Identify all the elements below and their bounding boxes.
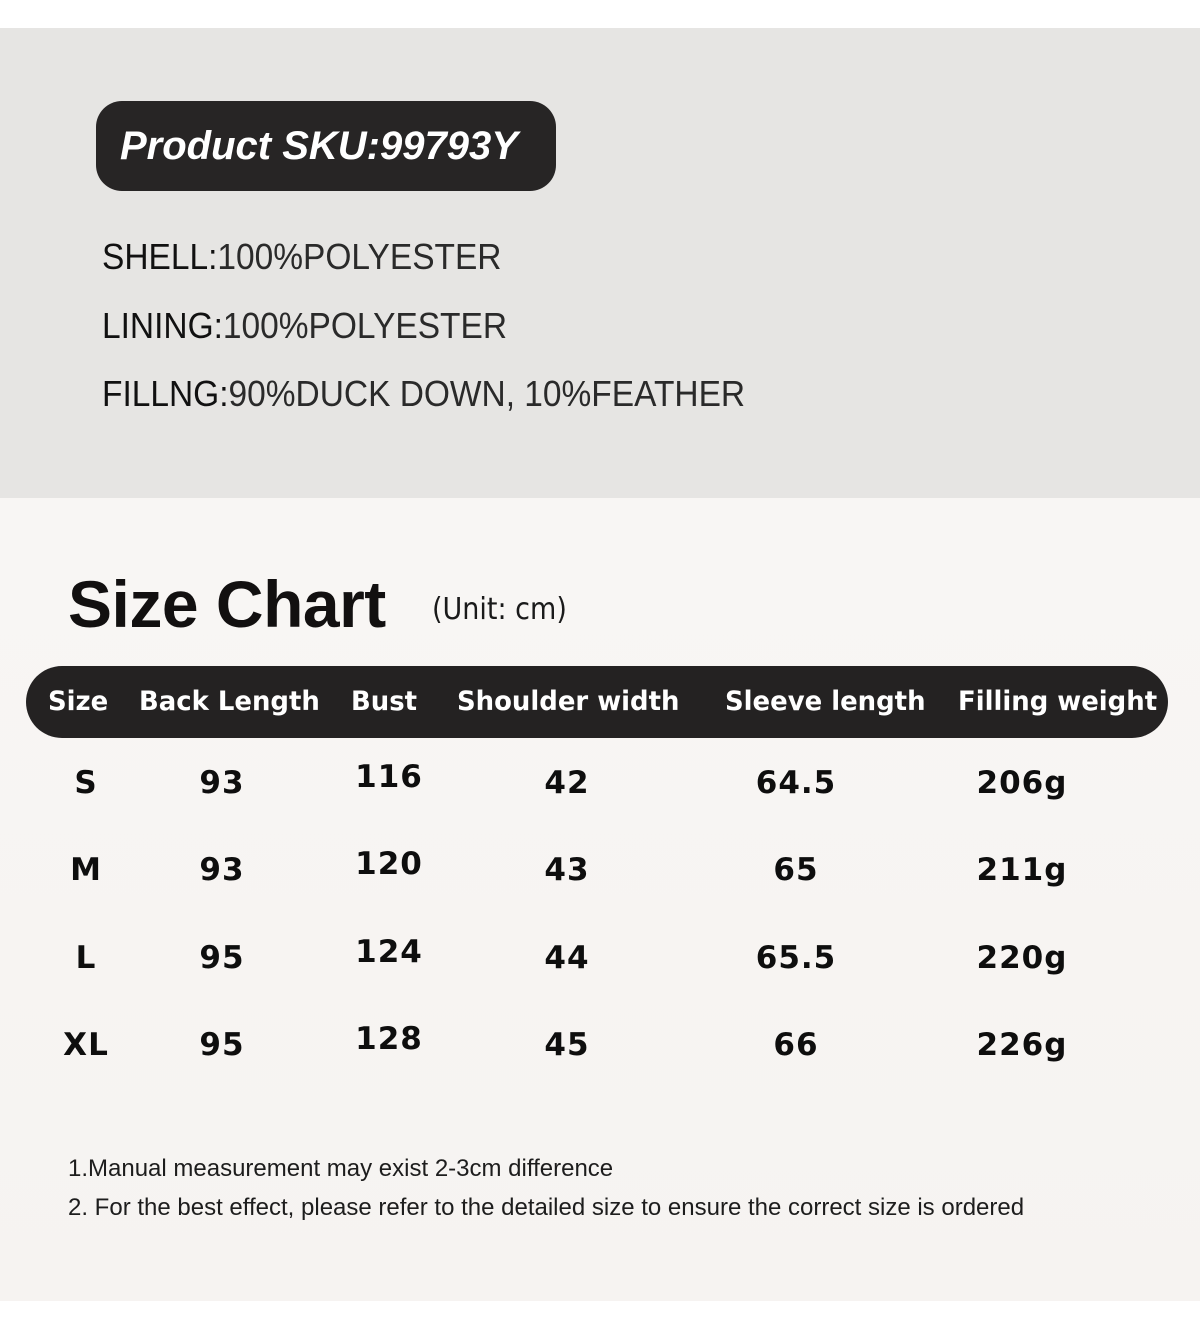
material-label: LINING: xyxy=(102,305,223,346)
measurement-note: 1.Manual measurement may exist 2-3cm difference xyxy=(68,1155,614,1182)
unit-note: (Unit: cm) xyxy=(432,592,567,627)
table-cell: 93 xyxy=(199,765,245,801)
table-cell: 65 xyxy=(773,852,819,888)
material-lining xyxy=(102,305,507,347)
table-cell: XL xyxy=(63,1027,109,1063)
table-cell: M xyxy=(70,852,102,888)
header-bust: Bust xyxy=(351,686,418,717)
table-cell: 93 xyxy=(199,852,245,888)
header-size: Size xyxy=(48,686,109,717)
table-cell: 95 xyxy=(199,1027,245,1063)
table-cell: 42 xyxy=(544,765,590,801)
material-shell xyxy=(102,236,501,278)
table-cell: L xyxy=(75,940,97,976)
material-value: 100%POLYESTER xyxy=(222,305,508,346)
table-cell: 95 xyxy=(199,940,245,976)
table-cell: 65.5 xyxy=(755,940,837,976)
table-cell: 128 xyxy=(355,1021,423,1057)
table-cell: 124 xyxy=(355,934,423,970)
table-cell: S xyxy=(74,765,98,801)
material-filling xyxy=(102,373,745,415)
material-value: 100%POLYESTER xyxy=(217,236,502,277)
table-cell: 226g xyxy=(976,1027,1068,1063)
header-shoulder-width: Shoulder width xyxy=(457,686,680,717)
size-chart-title: Size Chart xyxy=(68,567,386,641)
table-cell: 120 xyxy=(355,846,423,882)
material-label: FILLNG: xyxy=(102,373,229,414)
table-cell: 43 xyxy=(544,852,590,888)
table-cell: 66 xyxy=(773,1027,819,1063)
material-label: SHELL: xyxy=(102,236,218,277)
table-cell: 64.5 xyxy=(755,765,837,801)
header-filling-weight: Filling weight xyxy=(958,686,1158,717)
table-header xyxy=(26,666,1168,738)
header-back-length: Back Length xyxy=(139,686,320,717)
table-cell: 206g xyxy=(976,765,1068,801)
sku-text: Product SKU:99793Y xyxy=(120,123,518,168)
sizing-advice-note: 2. For the best effect, please refer to the detailed size to ensure the correct size is ordered xyxy=(68,1194,1025,1221)
header-sleeve-length: Sleeve length xyxy=(725,686,926,717)
table-cell: 45 xyxy=(544,1027,590,1063)
table-cell: 211g xyxy=(976,852,1068,888)
material-value: 90%DUCK DOWN, 10%FEATHER xyxy=(228,373,746,414)
sku-badge xyxy=(96,101,556,191)
table-cell: 220g xyxy=(976,940,1068,976)
table-cell: 116 xyxy=(355,759,423,795)
table-cell: 44 xyxy=(544,940,590,976)
